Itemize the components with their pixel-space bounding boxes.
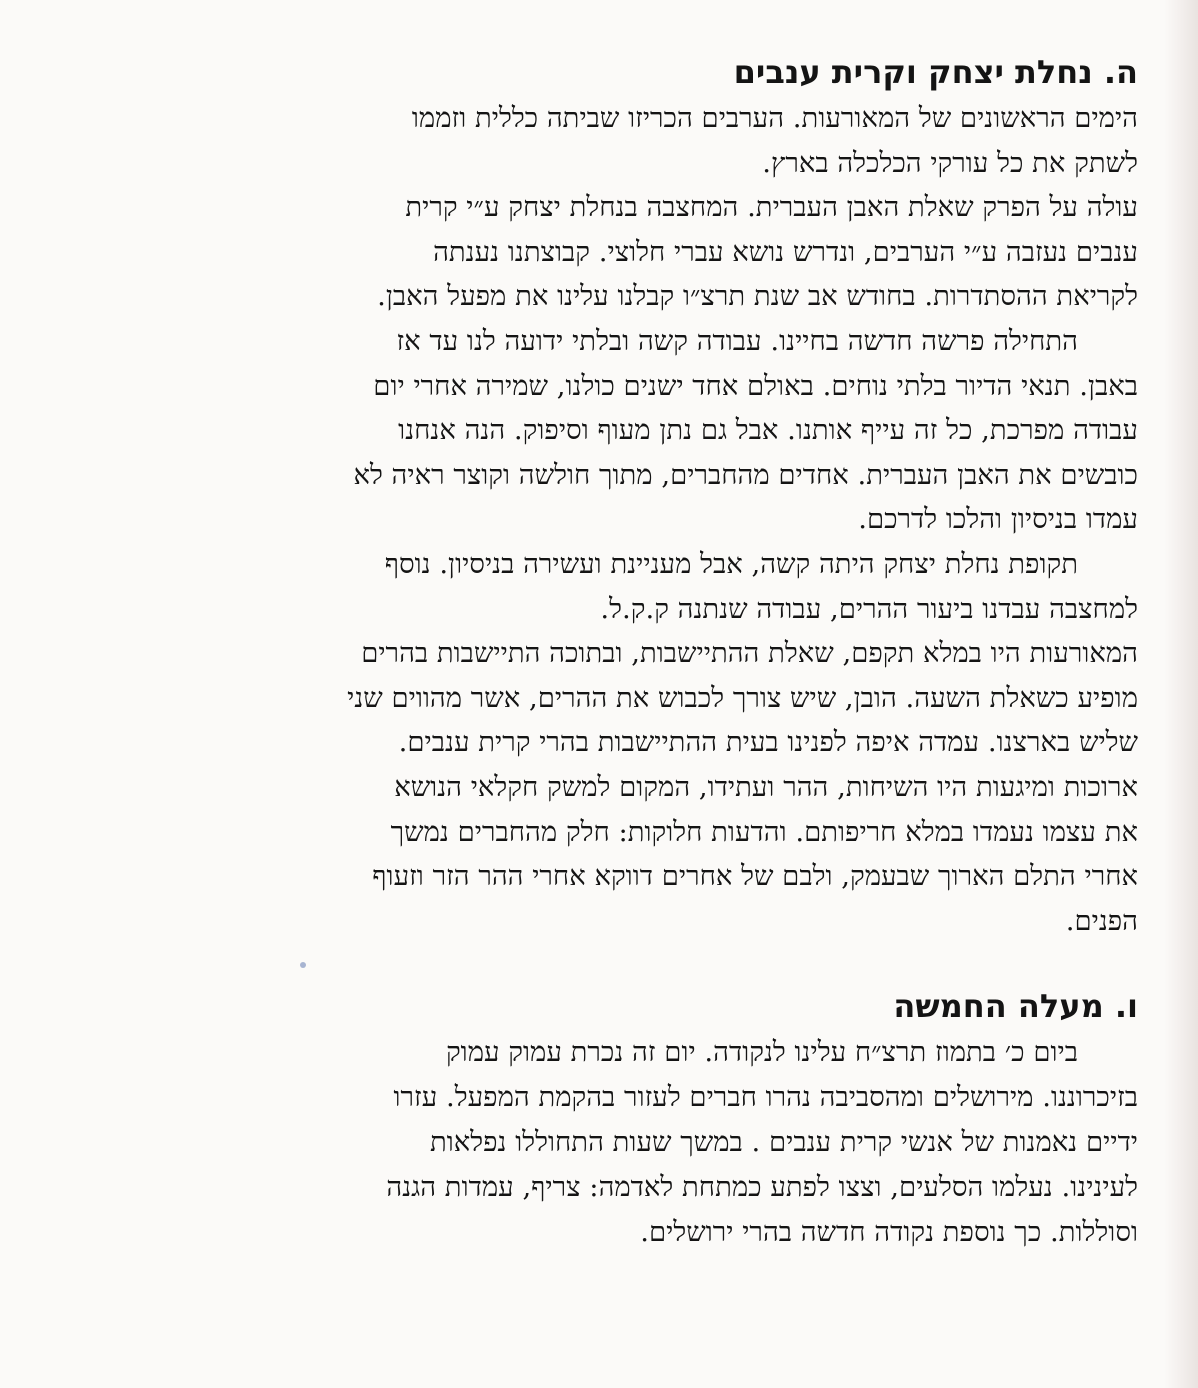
text-line: ענבים נעזבה ע״י הערבים, ונדרש נושא עברי חלוצי. קבוצתנו נענתה <box>433 235 1138 268</box>
text-line: עמדו בניסיון והלכו לדרכם. <box>858 503 1138 536</box>
text-line: באבן. תנאי הדיור בלתי נוחים. באולם אחד ישנים כולנו, שמירה אחרי יום <box>373 369 1138 402</box>
text-line: מופיע כשאלת השעה. הובן, שיש צורך לכבוש את ההרים, אשר מהווים שני <box>347 681 1138 714</box>
text-line: את עצמו נעמדו במלא חריפותם. והדעות חלוקות: חלק מהחברים נמשך <box>390 815 1138 848</box>
section-body <box>78 1030 1138 1255</box>
section-heading: ו. מעלה החמשה <box>893 987 1138 1025</box>
text-line: לעינינו. נעלמו הסלעים, וצצו לפתע כמתחת לאדמה: צריף, עמדות הגנה <box>386 1171 1138 1203</box>
section-heading: ה. נחלת יצחק וקרית ענבים <box>733 53 1138 91</box>
text-line: וסוללות. כך נוספת נקודה חדשה בהרי ירושלים. <box>640 1216 1138 1248</box>
text-line: תקופת נחלת יצחק היתה קשה, אבל מעניינת ועשירה בניסיון. נוסף <box>384 547 1078 580</box>
text-line: התחילה פרשה חדשה בחיינו. עבודה קשה ובלתי ידועה לנו עד אז <box>396 324 1078 357</box>
section-body <box>78 96 1138 943</box>
text-line: אחרי התלם הארוך שבעמק, ולבם של אחרים דווקא אחרי ההר הזר וזעוף <box>372 860 1138 893</box>
text-line: בזיכרוננו. מירושלים ומהסביבה נהרו חברים לעזור בהקמת המפעל. עזרו <box>393 1081 1138 1113</box>
text-line: הימים הראשונים של המאורעות. הערבים הכריזו שביתה כללית וזממו <box>411 102 1138 134</box>
text-line: עולה על הפרק שאלת האבן העברית. המחצבה בנחלת יצחק ע״י קרית <box>405 191 1138 224</box>
text-line: ארוכות ומיגעות היו השיחות, ההר ועתידו, המקום למשק חקלאי הנושא <box>394 770 1138 803</box>
section-nahalat-yitzhak <box>78 48 1138 943</box>
text-line: ידיים נאמנות של אנשי קרית ענבים . במשך שעות התחוללו נפלאות <box>429 1126 1138 1158</box>
text-line: ביום כ׳ בתמוז תרצ״ח עלינו לנקודה. יום זה נכרת עמוק עמוק <box>445 1036 1078 1068</box>
text-line: למחצבה עבדנו ביעור ההרים, עבודה שנתנה ק.ק.ל. <box>600 592 1138 625</box>
text-line: שליש בארצנו. עמדה איפה לפנינו בעית ההתיישבות בהרי קרית ענבים. <box>398 726 1138 759</box>
section-maale-hahamisha <box>78 982 1138 1255</box>
text-line: עבודה מפרכת, כל זה עייף אותנו. אבל גם נתן מעוף וסיפוק. הנה אנחנו <box>398 414 1138 447</box>
text-line: לקריאת ההסתדרות. בחודש אב שנת תרצ״ו קבלנו עלינו את מפעל האבן. <box>377 280 1138 313</box>
text-line: הפנים. <box>1065 904 1138 937</box>
text-line: לשתק את כל עורקי הכלכלה בארץ. <box>762 146 1138 179</box>
text-line: המאורעות היו במלא תקפם, שאלת ההתיישבות, ובתוכה התיישבות בהרים <box>361 637 1138 670</box>
text-line: כובשים את האבן העברית. אחדים מהחברים, מתוך חולשה וקוצר ראיה לא <box>353 458 1138 491</box>
